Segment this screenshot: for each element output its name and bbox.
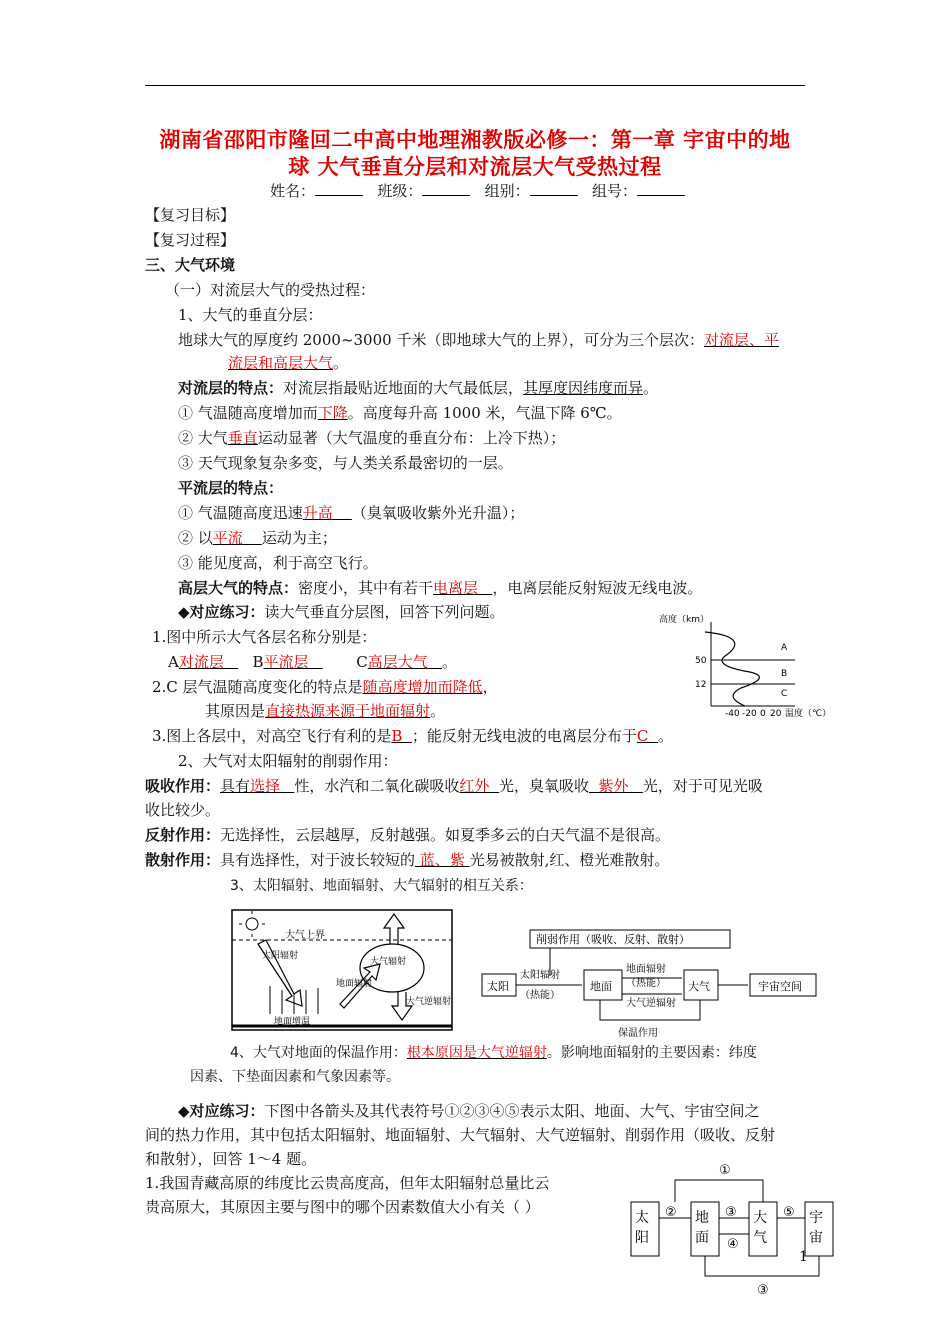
sun-node-char1: 太 [635, 1210, 649, 1226]
space-node-char1: 宇 [809, 1210, 823, 1226]
question-3: 3.图上各层中，对高空飞行有利的是B ；能反射无线电波的电离层分布于C 。 [152, 727, 673, 745]
solar-arrow-icon [258, 940, 302, 1006]
label-2: ② [665, 1205, 677, 1220]
thickness-line: 地球大气的厚度约 2000~3000 千米（即地球大气的上界），可分为三个层次：对流层、平 [178, 331, 779, 349]
flow-back-rad: 大气逆辐射 [626, 998, 676, 1009]
radiation-flow-diagram [480, 926, 820, 1042]
atmosphere-layer-chart [655, 610, 855, 725]
ytick-12: 12 [695, 680, 707, 690]
process-heading: 【复习过程】 [145, 231, 236, 249]
question-1: 1.图中所示大气各层名称分别是： [152, 628, 377, 646]
page-title-line2: 球 大气垂直分层和对流层大气受热过程 [288, 155, 662, 179]
class-blank [422, 181, 470, 196]
flow-heat-sun: （热能） [520, 990, 560, 1001]
xtick-20: 20 [770, 709, 782, 719]
strato-point-1: ① 气温随高度迅速升高 （臭氧吸收紫外光升温）； [178, 504, 525, 522]
warming-arrows-icon [270, 986, 318, 1014]
layer-label-c: C [781, 689, 788, 699]
absorption-line2: 收比较少。 [145, 801, 221, 819]
scattering-line: 散射作用：具有选择性，对于波长较短的 蓝、紫 光易被散射,红、橙光难散射。 [145, 851, 670, 869]
absorption-line: 吸收作用：具有选择 性，水汽和二氧化碳吸收红外 光，臭氧吸收 紫外 光，对于可见光吸 [145, 777, 763, 795]
group-blank [530, 181, 578, 196]
xtick-m20: -20 [742, 709, 757, 719]
name-label: 姓名： [270, 182, 316, 200]
exercise2-line3: 和散射），回答 1～4 题。 [145, 1150, 317, 1168]
temperature-curve [705, 632, 759, 706]
exercise2-line1: ◆对应练习：下图中各箭头及其代表符号①②③④⑤表示太阳、地面、大气、宇宙空间之 [178, 1102, 760, 1120]
layer-label-b: B [781, 669, 788, 679]
flow-ground-rad: 地面辐射 [626, 964, 666, 975]
item-relationship: 3、太阳辐射、地面辐射、大气辐射的相互关系： [230, 878, 533, 894]
chart-ylabel: 高度（km） [659, 615, 709, 625]
strato-point-2: ② 以平流 运动为主； [178, 529, 337, 547]
item-insulation-line2: 因素、下垫面因素和气象因素等。 [190, 1069, 400, 1085]
atm-node-char1: 大 [753, 1210, 767, 1226]
weaken-label: 削弱作用（吸收、反射、散射） [536, 933, 690, 946]
sun-node-char2: 阳 [635, 1230, 649, 1246]
exercise2-line2: 间的热力作用，其中包括太阳辐射、地面辐射、大气辐射、大气逆辐射、削弱作用（吸收、反射 [145, 1126, 776, 1144]
space-label: 宇宙空间 [758, 980, 802, 993]
arrow-1 [675, 1180, 763, 1202]
goal-heading: 【复习目标】 [145, 206, 236, 224]
energy-flow-small-diagram [625, 1156, 843, 1302]
diagram-frame [232, 910, 452, 1030]
xtick-0: 0 [760, 709, 766, 719]
xtick-m40: -40 [725, 709, 740, 719]
top-rule [145, 85, 805, 86]
exercise1-intro: ◆对应练习：读大气垂直分层图，回答下列问题。 [178, 603, 505, 621]
warming-label: 地面增温 [274, 1017, 311, 1027]
label-4: ④ [727, 1237, 739, 1252]
item-vertical-layers: 1、大气的垂直分层： [178, 306, 323, 324]
number-blank [637, 181, 685, 196]
page-number: 1 [799, 1249, 808, 1265]
sun-label: 太阳 [487, 980, 509, 993]
radiation-diagram [230, 906, 456, 1036]
problem-1-line1: 1.我国青藏高原的纬度比云贵高度高，但年太阳辐射总量比云 [145, 1174, 550, 1192]
atm-rad-label: 大气辐射 [370, 957, 407, 967]
student-info-row [270, 181, 685, 201]
question-1-answers: A对流层 B平流层 C高层大气 。 [168, 653, 458, 671]
back-rad-label: 大气逆辐射 [406, 997, 452, 1007]
ground-label: 地面 [590, 980, 612, 993]
item-insulation: 4、大气对地面的保温作用：根本原因是大气逆辐射。影响地面辐射的主要因素：纬度 [230, 1045, 757, 1061]
atm-node-char2: 气 [753, 1230, 767, 1246]
label-5: ⑤ [783, 1205, 795, 1220]
tropo-point-3: ③ 天气现象复杂多变，与人类关系最密切的一层。 [178, 454, 513, 472]
ground-rad-label: 地面辐射 [336, 979, 373, 989]
solar-rad-label: 太阳辐射 [262, 951, 299, 961]
ground-node-char1: 地 [695, 1210, 709, 1226]
thickness-line2: 流层和高层大气。 [228, 354, 349, 372]
section-atmosphere: 三、大气环境 [145, 256, 236, 274]
tropo-point-2: ② 大气垂直运动显著（大气温度的垂直分布：上冷下热）； [178, 429, 566, 447]
ytick-50: 50 [695, 656, 707, 666]
diagram-top-label: 大气上界 [285, 930, 325, 941]
chart-xlabel: 温度（℃） [785, 709, 832, 719]
tropo-point-1: ① 气温随高度增加而下降。高度每升高 1000 米，气温下降 6℃。 [178, 404, 622, 422]
upper-atmosphere-line: 高层大气的特点：密度小，其中有若干电离层 ，电离层能反射短波无线电波。 [178, 579, 703, 597]
reflection-line: 反射作用：无选择性，云层越厚，反射越强。如夏季多云的白天气温不是很高。 [145, 826, 671, 844]
stratosphere-label: 平流层的特点： [178, 479, 284, 497]
question-2: 2.C 层气温随高度变化的特点是随高度增加而降低， [152, 678, 498, 696]
ground-node-char2: 面 [695, 1230, 709, 1246]
flow-heat-ground: （热能） [626, 978, 666, 989]
answer-layers: 对流层、平 [703, 331, 779, 349]
label-1: ① [719, 1163, 731, 1178]
page-title-line1: 湖南省邵阳市隆回二中高中地理湘教版必修一：第一章 宇宙中的地 [159, 128, 791, 152]
name-blank [315, 181, 363, 196]
flow-sun-rad: 太阳辐射 [520, 970, 560, 981]
number-label: 组号： [591, 182, 637, 200]
label-3: ③ [725, 1205, 737, 1220]
label-3-bottom: ③ [757, 1283, 769, 1298]
item-weakening: 2、大气对太阳辐射的削弱作用： [178, 752, 398, 770]
strato-point-3: ③ 能见度高，利于高空飞行。 [178, 554, 378, 572]
sun-rays-icon [239, 911, 265, 937]
insulate-label: 保温作用 [618, 1028, 658, 1039]
group-label: 组别： [484, 182, 530, 200]
problem-1-line2: 贵高原大，其原因主要与图中的哪个因素数值大小有关（ ） [145, 1198, 540, 1216]
question-2-reason: 其原因是直接热源来源于地面辐射。 [205, 702, 446, 720]
atm-label: 大气 [688, 980, 710, 993]
class-label: 班级： [377, 182, 423, 200]
sun-icon [246, 918, 258, 930]
troposphere-line: 对流层的特点：对流层指最贴近地面的大气最低层，其厚度因纬度而异。 [178, 379, 659, 397]
layer-label-a: A [781, 643, 788, 653]
space-node-char2: 宙 [809, 1230, 823, 1246]
subsection-heating: （一）对流层大气的受热过程： [165, 281, 376, 299]
